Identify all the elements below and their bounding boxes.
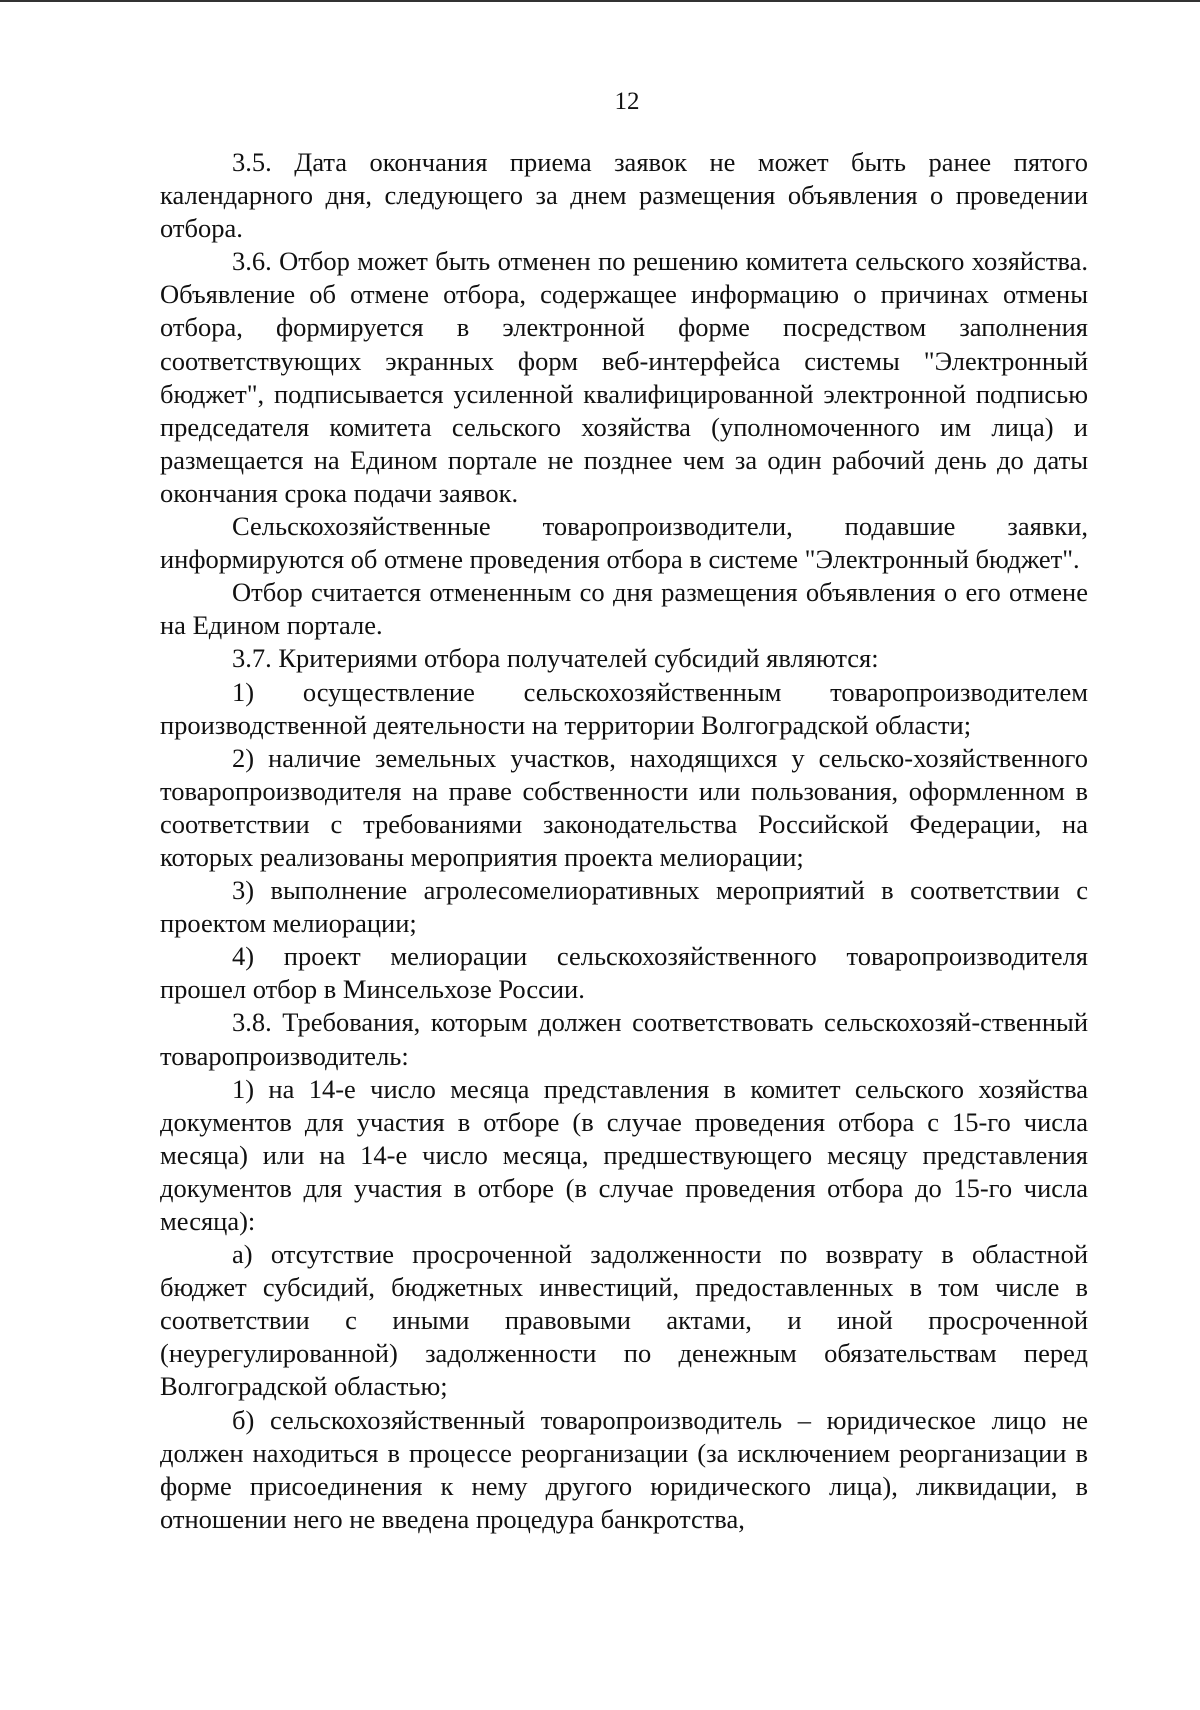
criterion-4: 4) проект мелиорации сельскохозяйственного товаропроизводителя прошел отбор в Минсельхозе России.	[160, 941, 1088, 1005]
paragraph-3-6: 3.6. Отбор может быть отменен по решению комитета сельского хозяйства. Объявление об отмене отбора, содержащее информацию о причинах отмены отбора, формируется в электронной форме посредством заполнения соответствующих экранных форм веб-интерфейса системы "Электронный бюджет", подписывается усиленной квалифицированной электронной подписью председателя комитета сельского хозяйства (уполномоченного им лица) и размещается на Едином портале не позднее чем за один рабочий день до даты окончания срока подачи заявок.	[160, 246, 1088, 508]
paragraph-3-7: 3.7. Критериями отбора получателей субсидий являются:	[232, 643, 879, 674]
body-text	[160, 146, 1088, 1536]
paragraph-3-8: 3.8. Требования, которым должен соответствовать сельскохозяй-ственный товаропроизводитель:	[160, 1007, 1088, 1071]
paragraph-informing-applicants: Сельскохозяйственные товаропроизводители, подавшие заявки, информируются об отмене проведения отбора в системе "Электронный бюджет".	[160, 511, 1088, 575]
criterion-1: 1) осуществление сельскохозяйственным товаропроизводителем производственной деятельности на территории Волгоградской области;	[160, 676, 1088, 740]
requirement-1: 1) на 14-е число месяца представления в комитет сельского хозяйства документов для участия в отборе (в случае проведения отбора с 15-го числа месяца) или на 14-е число месяца, предшествующего месяцу представления документов для участия в отборе (в случае проведения отбора до 15-го числа месяца):	[160, 1073, 1088, 1236]
requirement-1-a: а) отсутствие просроченной задолженности по возврату в областной бюджет субсидий, бюджетных инвестиций, предоставленных в том числе в соответствии с иными правовыми актами, и иной просроченной (неурегулированной) задолженности по денежным обязательствам перед Волгоградской областью;	[160, 1239, 1088, 1402]
paragraph-3-5: 3.5. Дата окончания приема заявок не может быть ранее пятого календарного дня, следующего за днем размещения объявления о проведении отбора.	[160, 147, 1088, 244]
criterion-3: 3) выполнение агролесомелиоративных мероприятий в соответствии с проектом мелиорации;	[160, 875, 1088, 939]
page-number: 12	[614, 88, 640, 115]
paragraph-cancel-effective: Отбор считается отмененным со дня размещения объявления о его отмене на Едином портале.	[160, 577, 1088, 641]
criterion-2: 2) наличие земельных участков, находящихся у сельско-хозяйственного товаропроизводителя на праве собственности или пользования, оформленном в соответствии с требованиями законодательства Российской Федерации, на которых реализованы мероприятия проекта мелиорации;	[160, 742, 1088, 872]
requirement-1-b: б) сельскохозяйственный товаропроизводитель – юридическое лицо не должен находиться в процессе реорганизации (за исключением реорганизации в форме присоединения к нему другого юридического лица), ликвидации, в отношении него не введена процедура банкротства,	[160, 1404, 1088, 1534]
scan-top-edge	[0, 0, 1200, 2]
